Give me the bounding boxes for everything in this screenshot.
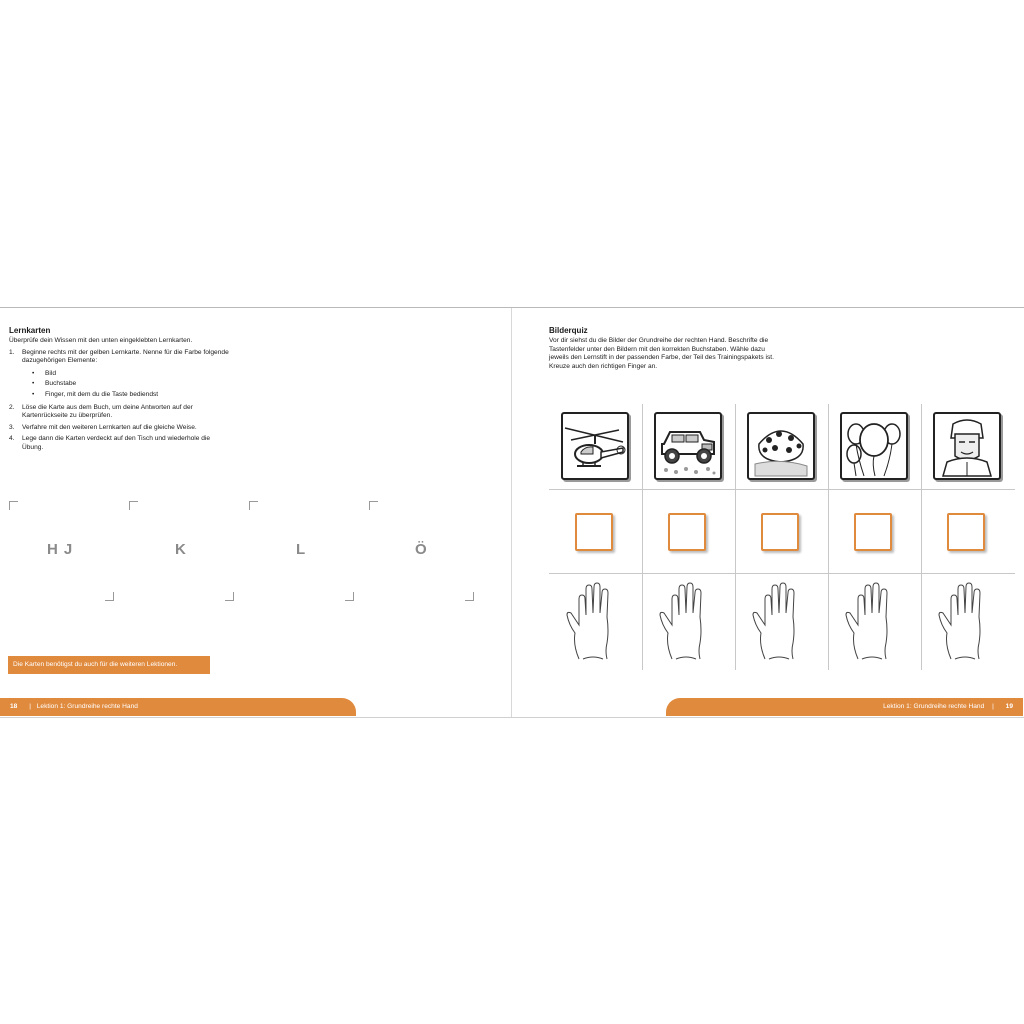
left-page bbox=[0, 308, 511, 717]
card-corner bbox=[345, 592, 354, 601]
grid-line bbox=[549, 573, 1015, 574]
balloons-picture bbox=[840, 412, 908, 480]
bullet-list bbox=[22, 370, 231, 400]
grid-line bbox=[828, 404, 829, 670]
knight-picture bbox=[933, 412, 1001, 480]
answer-box-4[interactable] bbox=[854, 513, 892, 551]
step-item bbox=[9, 424, 231, 433]
step-item bbox=[9, 404, 231, 421]
step-text: Lege dann die Karten verdeckt auf den Tisch und wiederhole die Übung. bbox=[22, 435, 211, 451]
hand-icon[interactable] bbox=[658, 581, 718, 661]
card-letter: L bbox=[296, 541, 306, 558]
bullet-item: • Buchstabe bbox=[32, 380, 231, 389]
step-number: 3. bbox=[9, 423, 15, 431]
hand-icon[interactable] bbox=[844, 581, 904, 661]
card-corner bbox=[129, 501, 138, 510]
step-number: 2. bbox=[9, 403, 15, 411]
answer-box-5[interactable] bbox=[947, 513, 985, 551]
right-page bbox=[512, 308, 1023, 717]
step-text: Verfahre mit den weiteren Lernkarten auf die gleiche Weise. bbox=[22, 423, 197, 431]
hand-icon[interactable] bbox=[565, 581, 625, 661]
answer-box-2[interactable] bbox=[668, 513, 706, 551]
bilderquiz-text: Vor dir siehst du die Bilder der Grundreihe der rechten Hand. Beschrifte die Tastenfelder unter den Bildern mit den korrekten Buchstaben. Wähle dazu jeweils den Lernstift in der passenden Farbe, der Teil des Trainingspakets ist. Kreuze auch den richtigen Finger an. bbox=[549, 337, 774, 370]
card-letter: K bbox=[175, 541, 186, 558]
step-number: 1. bbox=[9, 348, 15, 356]
lernkarten-heading: Lernkarten bbox=[9, 326, 51, 335]
step-text: Löse die Karte aus dem Buch, um deine Antworten auf der Kartenrückseite zu überprüfen. bbox=[22, 403, 193, 420]
flashcard-oe[interactable] bbox=[369, 501, 474, 601]
answer-box-1[interactable] bbox=[575, 513, 613, 551]
helicopter-icon bbox=[563, 414, 627, 478]
step-number: 4. bbox=[9, 435, 15, 443]
ladybug-picture bbox=[747, 412, 815, 480]
step-text: Beginne rechts mit der gelben Lernkarte. Nenne für die Farbe folgende dazugehörigen Elemente: bbox=[22, 348, 229, 365]
page-number: 18 bbox=[10, 703, 18, 710]
book-spread bbox=[0, 307, 1024, 718]
bullet-item: • Finger, mit dem du die Taste bediendst bbox=[32, 391, 231, 400]
quiz-grid bbox=[549, 404, 1015, 670]
grid-line bbox=[921, 404, 922, 670]
card-corner bbox=[105, 592, 114, 601]
helicopter-picture bbox=[561, 412, 629, 480]
jeep-icon bbox=[656, 414, 720, 478]
card-corner bbox=[225, 592, 234, 601]
card-corner bbox=[249, 501, 258, 510]
answer-box-3[interactable] bbox=[761, 513, 799, 551]
cards-note: Die Karten benötigst du auch für die weiteren Lektionen. bbox=[8, 656, 210, 674]
grid-line bbox=[642, 404, 643, 670]
card-letter: HJ bbox=[47, 541, 79, 558]
flashcard-l[interactable] bbox=[249, 501, 354, 601]
flashcard-hj[interactable] bbox=[9, 501, 114, 601]
step-item bbox=[9, 435, 231, 452]
hand-icon[interactable] bbox=[751, 581, 811, 661]
grid-line bbox=[549, 489, 1015, 490]
grid-line bbox=[735, 404, 736, 670]
card-letter: Ö bbox=[415, 541, 427, 558]
hand-icon[interactable] bbox=[937, 581, 997, 661]
steps-list bbox=[9, 349, 231, 453]
footer-title: Lektion 1: Grundreihe rechte Hand bbox=[883, 703, 985, 710]
balloons-icon bbox=[842, 414, 906, 478]
lernkarten-intro: Überprüfe dein Wissen mit den unten eingeklebten Lernkarten. bbox=[9, 337, 193, 344]
bullet-item: • Bild bbox=[32, 370, 231, 379]
footer-left bbox=[0, 698, 356, 716]
card-corner bbox=[369, 501, 378, 510]
footer-title: Lektion 1: Grundreihe rechte Hand bbox=[36, 703, 138, 710]
footer-right bbox=[666, 698, 1023, 716]
ladybug-icon bbox=[749, 414, 813, 478]
card-corner bbox=[465, 592, 474, 601]
flashcard-k[interactable] bbox=[129, 501, 234, 601]
bilderquiz-heading: Bilderquiz bbox=[549, 326, 588, 335]
knight-icon bbox=[935, 414, 999, 478]
footer-separator: | bbox=[29, 703, 31, 710]
lernkarten-section bbox=[9, 326, 231, 456]
card-corner bbox=[9, 501, 18, 510]
footer-separator: | bbox=[992, 703, 994, 710]
page-number: 19 bbox=[1005, 703, 1013, 710]
jeep-picture bbox=[654, 412, 722, 480]
step-item bbox=[9, 349, 231, 400]
bilderquiz-section bbox=[549, 326, 774, 371]
